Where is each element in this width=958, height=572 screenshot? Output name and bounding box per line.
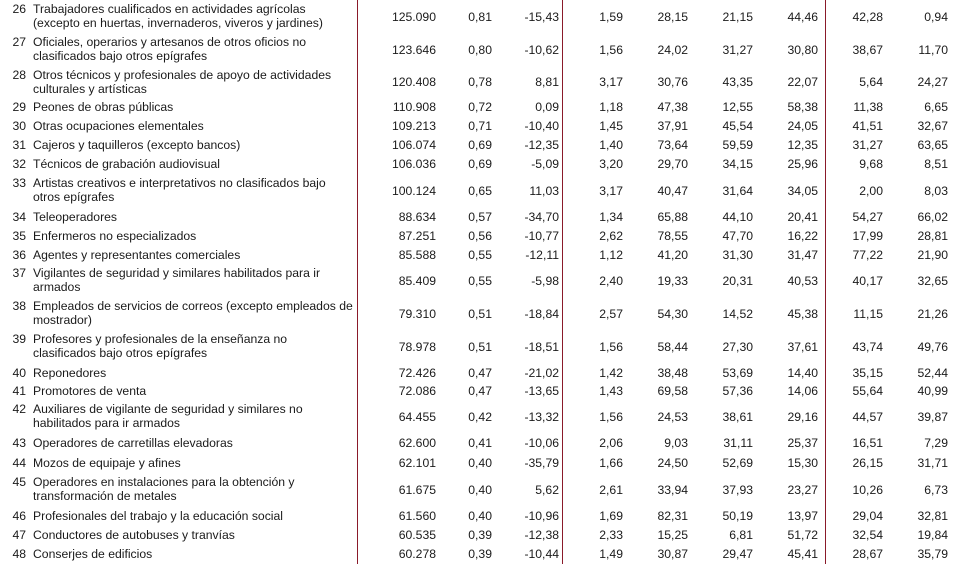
value-cell: 1,40	[599, 137, 623, 152]
value-cell: 60.278	[398, 546, 436, 561]
value-cell: 14,06	[787, 384, 818, 398]
row-number: 30	[12, 118, 26, 133]
row-number: 39	[12, 332, 26, 346]
value-cell: 34,05	[787, 183, 818, 198]
table-row	[0, 245, 958, 264]
value-cell: 106.036	[391, 157, 436, 171]
value-cell: 32,54	[852, 527, 883, 542]
value-cell: 62.600	[398, 435, 436, 450]
value-cell: 25,96	[787, 157, 818, 171]
value-cell: 120.408	[391, 74, 436, 89]
table-row	[0, 297, 958, 330]
value-cell: 1,66	[599, 455, 623, 470]
value-cell: 38,48	[657, 365, 688, 380]
value-cell: 109.213	[391, 118, 436, 133]
value-cell: 32,65	[917, 273, 948, 288]
table-row	[0, 382, 958, 400]
value-cell: 43,35	[722, 74, 753, 89]
table-row	[0, 506, 958, 525]
value-cell: 125.090	[391, 9, 436, 24]
value-cell: 3,17	[599, 183, 623, 198]
value-cell: 54,30	[657, 306, 688, 321]
value-cell: 0,41	[468, 435, 492, 450]
table-row	[0, 525, 958, 544]
value-cell: 38,67	[852, 42, 883, 57]
row-number: 32	[12, 157, 26, 171]
value-cell: 39,87	[917, 409, 948, 424]
value-cell: 44,57	[852, 409, 883, 424]
value-cell: 24,05	[787, 118, 818, 133]
occupation-label: Promotores de venta	[33, 384, 147, 398]
row-number: 27	[12, 35, 26, 49]
value-cell: 45,41	[787, 546, 818, 561]
occupation-label: Reponedores	[33, 365, 107, 380]
value-cell: 0,55	[468, 273, 492, 288]
value-cell: 34,15	[722, 157, 753, 171]
value-cell: 24,27	[917, 74, 948, 89]
occupation-label: Enfermeros no especializados	[33, 228, 197, 243]
value-cell: 50,19	[722, 508, 753, 523]
occupation-label: Auxiliares de vigilante de seguridad y similares no habilitados para ir armados	[33, 402, 303, 430]
value-cell: 0,47	[468, 365, 492, 380]
value-cell: 0,72	[468, 99, 492, 114]
value-cell: 61.675	[398, 482, 436, 497]
value-cell: -10,06	[524, 435, 559, 450]
table-row	[0, 66, 958, 97]
occupation-label: Oficiales, operarios y artesanos de otros oficios no clasificados bajo otros epígrafes	[33, 35, 306, 63]
value-cell: 77,22	[852, 247, 883, 262]
value-cell: 5,64	[859, 74, 883, 89]
value-cell: 35,79	[917, 546, 948, 561]
value-cell: 0,39	[468, 527, 492, 542]
table-row	[0, 207, 958, 226]
value-cell: 31,64	[722, 183, 753, 198]
row-number: 33	[12, 176, 26, 190]
value-cell: 2,61	[599, 482, 623, 497]
value-cell: 32,67	[917, 118, 948, 133]
value-cell: 1,56	[599, 42, 623, 57]
value-cell: -12,35	[524, 137, 559, 152]
value-cell: 31,27	[852, 137, 883, 152]
occupation-label: Agentes y representantes comerciales	[33, 247, 241, 262]
value-cell: 0,40	[468, 482, 492, 497]
value-cell: -10,44	[524, 546, 559, 561]
value-cell: 87.251	[398, 228, 436, 243]
row-number: 36	[12, 247, 26, 262]
value-cell: 17,99	[852, 228, 883, 243]
value-cell: 1,12	[599, 247, 623, 262]
value-cell: 30,87	[657, 546, 688, 561]
occupation-label: Trabajadores cualificados en actividades agrícolas (excepto en huertas, invernaderos, viveros y jardines)	[33, 2, 323, 30]
table-row	[0, 33, 958, 66]
value-cell: 12,55	[722, 99, 753, 114]
row-number: 43	[12, 435, 26, 450]
value-cell: 64.455	[398, 409, 436, 424]
value-cell: 66,02	[917, 209, 948, 224]
occupation-label: Otras ocupaciones elementales	[33, 118, 204, 133]
value-cell: 0,57	[468, 209, 492, 224]
occupation-label: Teleoperadores	[33, 209, 118, 224]
value-cell: 22,07	[787, 74, 818, 89]
value-cell: 1,49	[599, 546, 623, 561]
value-cell: 15,25	[657, 527, 688, 542]
value-cell: 30,80	[787, 42, 818, 57]
row-number: 35	[12, 228, 26, 243]
value-cell: 60.535	[398, 527, 436, 542]
value-cell: 0,51	[468, 339, 492, 354]
value-cell: 52,69	[722, 455, 753, 470]
value-cell: 6,81	[729, 527, 753, 542]
table-row	[0, 452, 958, 473]
value-cell: -13,32	[524, 409, 559, 424]
value-cell: 24,02	[657, 42, 688, 57]
value-cell: -10,77	[524, 228, 559, 243]
value-cell: 29,04	[852, 508, 883, 523]
table-row	[0, 363, 958, 382]
value-cell: -5,98	[531, 273, 559, 288]
value-cell: 21,26	[917, 306, 948, 321]
table-row	[0, 330, 958, 363]
value-cell: 29,16	[787, 409, 818, 424]
value-cell: 2,06	[599, 435, 623, 450]
value-cell: 0,47	[468, 384, 492, 398]
row-number: 26	[12, 2, 26, 16]
occupation-label: Conserjes de edificios	[33, 546, 153, 561]
value-cell: 49,76	[917, 339, 948, 354]
row-number: 38	[12, 299, 26, 313]
value-cell: 40,99	[917, 384, 948, 398]
value-cell: -21,02	[524, 365, 559, 380]
table-row	[0, 264, 958, 297]
row-number: 29	[12, 99, 26, 114]
value-cell: 29,70	[657, 157, 688, 171]
value-cell: 0,09	[535, 99, 559, 114]
value-cell: 0,69	[468, 137, 492, 152]
value-cell: 24,53	[657, 409, 688, 424]
value-cell: 16,51	[852, 435, 883, 450]
value-cell: 0,51	[468, 306, 492, 321]
value-cell: 62.101	[398, 455, 436, 470]
value-cell: 110.908	[392, 99, 436, 114]
value-cell: -13,65	[524, 384, 559, 398]
value-cell: 33,94	[657, 482, 688, 497]
value-cell: 14,40	[787, 365, 818, 380]
table-row	[0, 433, 958, 452]
value-cell: 73,64	[657, 137, 688, 152]
value-cell: 1,69	[599, 508, 623, 523]
value-cell: 13,97	[787, 508, 818, 523]
value-cell: 11,03	[529, 183, 559, 198]
value-cell: 24,50	[657, 455, 688, 470]
occupation-label: Cajeros y taquilleros (excepto bancos)	[33, 137, 241, 152]
value-cell: 85.588	[398, 247, 436, 262]
value-cell: 40,17	[852, 273, 883, 288]
value-cell: 31,71	[917, 455, 948, 470]
value-cell: 1,34	[599, 209, 623, 224]
value-cell: 1,42	[599, 365, 623, 380]
value-cell: -35,79	[524, 455, 559, 470]
value-cell: -18,51	[524, 339, 559, 354]
value-cell: 0,55	[468, 247, 492, 262]
value-cell: 35,15	[852, 365, 883, 380]
occupation-label: Operadores en instalaciones para la obtención y transformación de metales	[33, 475, 295, 503]
row-number: 42	[12, 402, 26, 416]
value-cell: 31,30	[722, 247, 753, 262]
value-cell: 40,53	[787, 273, 818, 288]
row-number: 48	[12, 546, 26, 561]
value-cell: 0,56	[468, 228, 492, 243]
value-cell: 25,37	[787, 435, 818, 450]
row-number: 46	[12, 508, 26, 523]
value-cell: 21,90	[917, 247, 948, 262]
value-cell: 79.310	[398, 306, 436, 321]
table-row	[0, 174, 958, 207]
value-cell: 106.074	[391, 137, 436, 152]
value-cell: 7,29	[924, 435, 948, 450]
value-cell: 55,64	[852, 384, 883, 398]
value-cell: -18,84	[524, 306, 559, 321]
value-cell: 43,74	[852, 339, 883, 354]
occupation-label: Conductores de autobuses y tranvías	[33, 527, 235, 542]
value-cell: 20,41	[787, 209, 818, 224]
value-cell: 20,31	[722, 273, 753, 288]
value-cell: 100.124	[391, 183, 436, 198]
value-cell: 61.560	[398, 508, 436, 523]
value-cell: -10,96	[524, 508, 559, 523]
row-number: 37	[12, 266, 26, 280]
value-cell: 27,30	[722, 339, 753, 354]
value-cell: 45,54	[722, 118, 753, 133]
value-cell: 9,68	[859, 157, 883, 171]
value-cell: 12,35	[787, 137, 818, 152]
value-cell: 123.646	[391, 42, 436, 57]
row-number: 41	[12, 384, 26, 398]
occupation-label: Empleados de servicios de correos (excepto empleados de mostrador)	[33, 299, 353, 327]
value-cell: 3,20	[599, 157, 623, 171]
value-cell: 5,62	[535, 482, 559, 497]
value-cell: 41,51	[852, 118, 883, 133]
value-cell: 44,10	[722, 209, 753, 224]
value-cell: 88.634	[398, 209, 436, 224]
row-number: 47	[12, 527, 26, 542]
value-cell: 2,57	[599, 306, 623, 321]
value-cell: 2,62	[599, 228, 623, 243]
value-cell: 3,17	[599, 74, 623, 89]
value-cell: 65,88	[657, 209, 688, 224]
occupation-label: Vigilantes de seguridad y similares habilitados para ir armados	[33, 266, 321, 294]
value-cell: 11,70	[918, 42, 948, 57]
table-row	[0, 116, 958, 135]
occupation-label: Mozos de equipaje y afines	[33, 455, 181, 470]
row-number: 45	[12, 475, 26, 489]
value-cell: 31,27	[722, 42, 753, 57]
value-cell: 58,44	[657, 339, 688, 354]
value-cell: 9,03	[664, 435, 688, 450]
table-row	[0, 154, 958, 174]
value-cell: 30,76	[657, 74, 688, 89]
table-row	[0, 0, 958, 33]
value-cell: 8,81	[535, 74, 559, 89]
value-cell: 32,81	[917, 508, 948, 523]
value-cell: 37,91	[657, 118, 688, 133]
occupation-label: Operadores de carretillas elevadoras	[33, 435, 233, 450]
value-cell: 78.978	[398, 339, 436, 354]
value-cell: 63,65	[917, 137, 948, 152]
table-row	[0, 400, 958, 433]
row-number: 31	[12, 137, 26, 152]
value-cell: -12,38	[524, 527, 559, 542]
value-cell: 0,65	[468, 183, 492, 198]
value-cell: -34,70	[524, 209, 559, 224]
value-cell: 1,56	[599, 339, 623, 354]
value-cell: 57,36	[722, 384, 753, 398]
value-cell: 0,40	[468, 455, 492, 470]
value-cell: 37,61	[787, 339, 818, 354]
value-cell: 47,38	[657, 99, 688, 114]
value-cell: 42,28	[852, 9, 883, 24]
value-cell: 2,00	[859, 183, 883, 198]
occupation-label: Peones de obras públicas	[33, 99, 174, 114]
value-cell: 28,15	[657, 9, 688, 24]
value-cell: 10,26	[852, 482, 883, 497]
row-number: 40	[12, 365, 26, 380]
value-cell: 2,33	[599, 527, 623, 542]
value-cell: 59,59	[722, 137, 753, 152]
occupation-label: Profesionales del trabajo y la educación social	[33, 508, 283, 523]
value-cell: 1,59	[599, 9, 623, 24]
value-cell: 2,40	[599, 273, 623, 288]
value-cell: -15,43	[524, 9, 559, 24]
occupation-label: Profesores y profesionales de la enseñanza no clasificados bajo otros epígrafes	[33, 332, 288, 360]
value-cell: 6,73	[924, 482, 948, 497]
value-cell: -12,11	[525, 247, 559, 262]
value-cell: 23,27	[787, 482, 818, 497]
value-cell: 31,11	[723, 435, 753, 450]
value-cell: 16,22	[787, 228, 818, 243]
value-cell: 85.409	[398, 273, 436, 288]
value-cell: 28,67	[852, 546, 883, 561]
value-cell: 0,69	[468, 157, 492, 171]
value-cell: 0,94	[924, 9, 948, 24]
value-cell: 8,03	[924, 183, 948, 198]
value-cell: 0,81	[468, 9, 492, 24]
value-cell: -5,09	[531, 157, 559, 171]
value-cell: 37,93	[722, 482, 753, 497]
table-row	[0, 473, 958, 506]
value-cell: 6,65	[924, 99, 948, 114]
value-cell: 41,20	[657, 247, 688, 262]
value-cell: 28,81	[917, 228, 948, 243]
value-cell: 21,15	[722, 9, 753, 24]
value-cell: -10,62	[524, 42, 559, 57]
row-number: 44	[12, 455, 26, 470]
value-cell: 0,71	[468, 118, 492, 133]
value-cell: 26,15	[852, 455, 883, 470]
value-cell: 1,18	[599, 99, 623, 114]
value-cell: 8,51	[924, 157, 948, 171]
value-cell: 11,38	[853, 99, 883, 114]
value-cell: 1,56	[599, 409, 623, 424]
value-cell: 11,15	[853, 306, 883, 321]
table-row	[0, 226, 958, 245]
value-cell: 78,55	[657, 228, 688, 243]
value-cell: 1,43	[599, 384, 623, 398]
value-cell: 58,38	[787, 99, 818, 114]
value-cell: 38,61	[722, 409, 753, 424]
value-cell: 54,27	[852, 209, 883, 224]
value-cell: -10,40	[524, 118, 559, 133]
value-cell: 69,58	[657, 384, 688, 398]
value-cell: 0,40	[468, 508, 492, 523]
row-number: 28	[12, 68, 26, 82]
value-cell: 72.426	[398, 365, 436, 380]
value-cell: 51,72	[787, 527, 818, 542]
value-cell: 14,52	[722, 306, 753, 321]
occupation-label: Técnicos de grabación audiovisual	[33, 157, 220, 171]
value-cell: 53,69	[722, 365, 753, 380]
table-row	[0, 97, 958, 116]
value-cell: 29,47	[722, 546, 753, 561]
value-cell: 45,38	[787, 306, 818, 321]
value-cell: 0,80	[468, 42, 492, 57]
value-cell: 82,31	[657, 508, 688, 523]
occupation-label: Otros técnicos y profesionales de apoyo de actividades culturales y artísticas	[33, 68, 332, 96]
row-number: 34	[12, 209, 26, 224]
value-cell: 0,78	[468, 74, 492, 89]
value-cell: 40,47	[657, 183, 688, 198]
value-cell: 19,84	[917, 527, 948, 542]
value-cell: 1,45	[599, 118, 623, 133]
value-cell: 44,46	[787, 9, 818, 24]
value-cell: 72.086	[398, 384, 436, 398]
value-cell: 31,47	[787, 247, 818, 262]
value-cell: 0,42	[468, 409, 492, 424]
value-cell: 52,44	[917, 365, 948, 380]
value-cell: 47,70	[722, 228, 753, 243]
value-cell: 15,30	[787, 455, 818, 470]
value-cell: 19,33	[657, 273, 688, 288]
table-row	[0, 135, 958, 154]
occupation-label: Artistas creativos e interpretativos no clasificados bajo otros epígrafes	[33, 176, 326, 204]
table-row	[0, 544, 958, 563]
value-cell: 0,39	[468, 546, 492, 561]
